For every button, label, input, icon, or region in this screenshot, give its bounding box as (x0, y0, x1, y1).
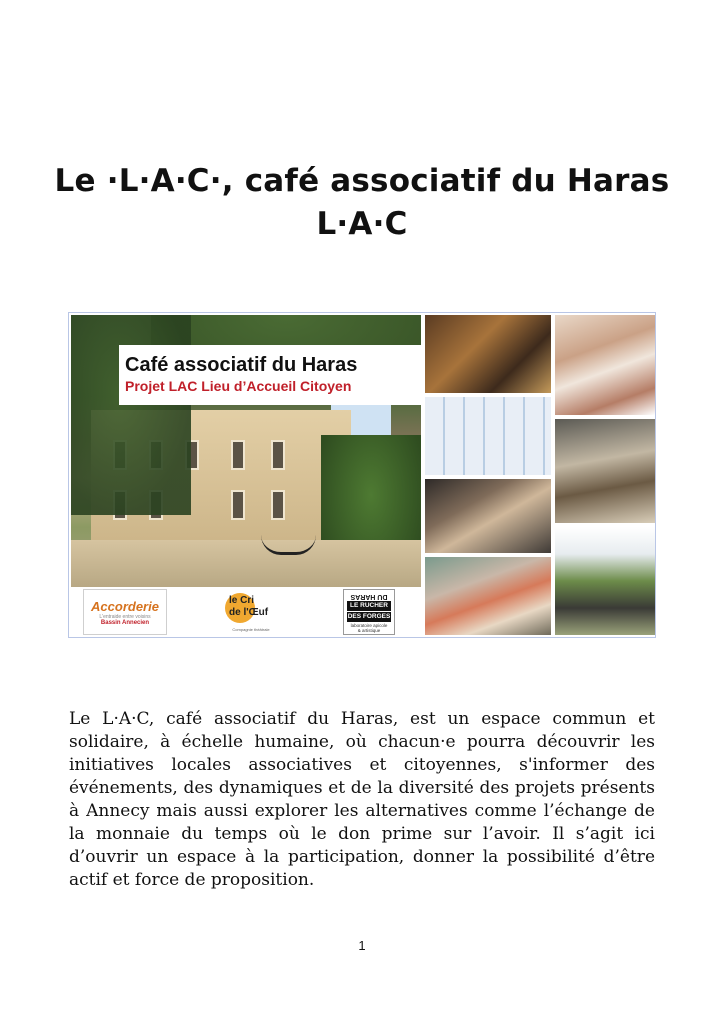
title-line-2: L·A·C (316, 206, 408, 242)
banner-title: Café associatif du Haras (125, 354, 358, 376)
cri-de-loeuf-logo: le Cri de l'Œuf Compagnie théâtrale (221, 589, 281, 635)
title-line-1: Le ·L·A·C·, café associatif du Haras (54, 163, 670, 199)
discussion-photo (425, 479, 551, 553)
outdoor-gathering-photo (555, 527, 655, 635)
document-title (0, 160, 724, 246)
body-paragraph: Le L·A·C, café associatif du Haras, est un espace commun et solidaire, à échelle humaine, où chacun·e pourra découvrir les initiatives locales associatives et citoyennes, s'informer des événements, des dynamiques et de la diversité des projets présents à Annecy mais aussi explorer les alternatives comme l’échange de la monnaie du temps où le don prime sur l’avoir. Il s’agit ici d’ouvrir un espace à la participation, donner la possibilité d’être actif et force de proposition. (69, 709, 655, 890)
banner-subtitle: Projet LAC Lieu d’Accueil Citoyen (125, 378, 352, 394)
shared-meal-photo (555, 315, 655, 415)
accorderie-logo: Accorderie L'entraide entre voisins Bassin Annecien (83, 589, 167, 635)
collage-banner (119, 345, 421, 405)
cafe-interior-photo (425, 315, 551, 393)
photo-collage (68, 312, 656, 638)
building-photo (71, 315, 421, 587)
rucher-des-forges-logo: DU HARAS LE RUCHER DES FORGES laboratoire apicole & artistique (343, 589, 395, 635)
page-number: 1 (358, 938, 366, 953)
partner-logos (71, 589, 421, 637)
workshop-photo (555, 419, 655, 523)
notice-board-photo (425, 397, 551, 475)
activity-photo (425, 557, 551, 635)
